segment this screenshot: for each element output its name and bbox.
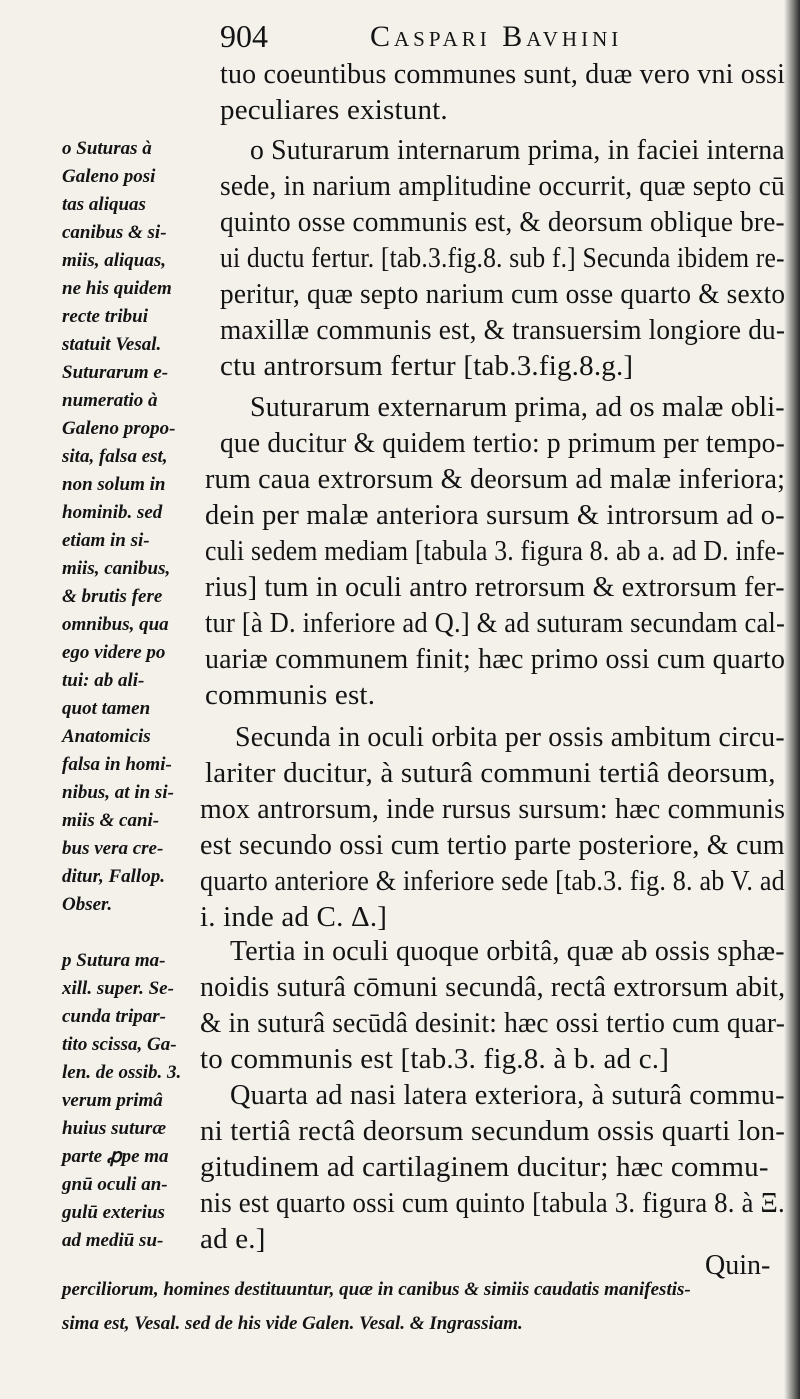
text-line: Quarta ad nasi latera exteriora, à suturâ commu- [230, 1079, 785, 1111]
text-line: rius] tum in oculi antro retrorsum & extrorsum fer- [205, 571, 785, 603]
margin-note-line: gulū exterius [62, 1202, 165, 1223]
margin-note-line: parte ꝓpe ma [62, 1146, 169, 1167]
margin-note-line: ditur, Fallop. [62, 866, 165, 887]
text-line: Suturarum externarum prima, ad os malæ obli- [250, 391, 785, 423]
text-line: sede, in narium amplitudine occurrit, quæ septo cū [220, 170, 785, 202]
margin-note-line: nibus, at in si- [62, 782, 174, 803]
margin-note-line: huius suturæ [62, 1118, 167, 1139]
text-line: culi sedem mediam [tabula 3. figura 8. ab a. ad D. infe- [205, 535, 785, 567]
text-line: gitudinem ad cartilaginem ducitur; hæc commu- [200, 1151, 769, 1183]
margin-note-line: perciliorum, homines destituuntur, quæ in canibus & simiis caudatis manifestis- [62, 1279, 691, 1300]
text-line: rum caua extrorsum & deorsum ad malæ inferiora; [205, 463, 786, 495]
margin-note-line: miis, aliquas, [62, 250, 166, 271]
margin-note-line: Obser. [62, 894, 113, 915]
text-line: quarto anteriore & inferiore sede [tab.3. fig. 8. ab V. ad [200, 865, 785, 897]
margin-note-line: gnū oculi an- [62, 1174, 168, 1195]
text-line: noidis suturâ cōmuni secundâ, rectâ extrorsum abit, [200, 971, 786, 1003]
text-line: tuo coeuntibus communes sunt, duæ vero vni ossi [220, 58, 786, 90]
text-line: dein per malæ anteriora sursum & introrsum ad o- [205, 499, 785, 531]
text-line: lariter ducitur, à suturâ communi tertiâ deorsum, [205, 757, 776, 789]
margin-note-line: tito scissa, Ga- [62, 1034, 177, 1055]
text-line: quinto osse communis est, & deorsum oblique bre- [220, 206, 785, 238]
margin-note-line: falsa in homi- [62, 754, 172, 775]
text-line: ui ductu fertur. [tab.3.fig.8. sub f.] Secunda ibidem re- [220, 242, 785, 274]
catchword: Quin- [705, 1250, 771, 1281]
margin-note-line: tui: ab ali- [62, 670, 145, 691]
text-line: maxillæ communis est, & transuersim longiore du- [220, 314, 786, 346]
margin-note-line: verum primâ [62, 1090, 163, 1111]
margin-note-line: canibus & si- [62, 222, 167, 243]
text-line: communis est. [205, 679, 376, 711]
margin-note-line: tas aliquas [62, 194, 146, 215]
margin-note-line: etiam in si- [62, 530, 150, 551]
page-number: 904 [220, 18, 268, 54]
text-line: est secundo ossi cum tertio parte posteriore, & cum [200, 829, 785, 861]
margin-note-line: xill. super. Se- [62, 978, 174, 999]
text-line: uariæ communem finit; hæc primo ossi cum quarto [205, 643, 786, 675]
margin-note-line: Galeno posi [62, 166, 156, 187]
margin-note-line: Galeno propo- [62, 418, 176, 439]
text-line: to communis est [tab.3. fig.8. à b. ad c.] [200, 1043, 670, 1075]
text-line: ctu antrorsum fertur [tab.3.fig.8.g.] [220, 350, 634, 382]
text-line: Tertia in oculi quoque orbitâ, quæ ab ossis sphæ- [230, 935, 785, 967]
text-line: o Suturarum internarum prima, in faciei interna [250, 134, 785, 166]
text-line: tur [à D. inferiore ad Q.] & ad suturam secundam cal- [205, 607, 785, 639]
margin-note-line: recte tribui [62, 306, 149, 327]
margin-note-line: quot tamen [62, 698, 151, 719]
margin-note-line: bus vera cre- [62, 838, 164, 859]
margin-note-line: non solum in [62, 474, 166, 495]
margin-note-line: numeratio à [62, 390, 158, 411]
margin-note-line: & brutis fere [62, 586, 163, 607]
margin-note-line: Suturarum e- [62, 362, 169, 383]
margin-note-line: cunda tripar- [62, 1006, 166, 1027]
text-line: nis est quarto ossi cum quinto [tabula 3. figura 8. à Ξ. [200, 1187, 785, 1219]
margin-note-line: ad mediū su- [62, 1230, 164, 1251]
margin-note-line: ego videre po [62, 642, 166, 663]
margin-note-line: Anatomicis [62, 726, 151, 747]
text-line: Secunda in oculi orbita per ossis ambitum circu- [235, 721, 785, 753]
margin-note-line: hominib. sed [62, 502, 163, 523]
running-head: Caspari Bavhini [370, 20, 623, 53]
text-line: peritur, quæ septo narium cum osse quarto & sexto [220, 278, 786, 310]
margin-note-line: miis & cani- [62, 810, 160, 831]
text-line: mox antrorsum, inde rursus sursum: hæc communis [200, 793, 786, 825]
margin-note-line: statuit Vesal. [62, 334, 162, 355]
margin-note-line: omnibus, qua [62, 614, 169, 635]
text-line: ni tertiâ rectâ deorsum secundum ossis quarti lon- [200, 1115, 786, 1147]
text-line: ad e.] [200, 1223, 266, 1255]
margin-note-line: o Suturas à [62, 138, 152, 159]
text-line: i. inde ad C. Δ.] [200, 901, 388, 933]
margin-note-line: sita, falsa est, [62, 446, 168, 467]
margin-note-line: miis, canibus, [62, 558, 171, 579]
text-line: & in suturâ secūdâ desinit: hæc ossi tertio cum quar- [200, 1007, 785, 1039]
page-gutter-shadow [784, 0, 800, 1399]
text-line: que ducitur & quidem tertio: p primum per tempo- [220, 427, 785, 459]
margin-note-line: ne his quidem [62, 278, 172, 299]
margin-note-line: p Sutura ma- [62, 950, 166, 971]
margin-note-line: sima est, Vesal. sed de his vide Galen. Vesal. & Ingrassiam. [62, 1313, 523, 1334]
margin-note-line: len. de ossib. 3. [62, 1062, 182, 1083]
text-line: peculiares existunt. [220, 94, 448, 126]
